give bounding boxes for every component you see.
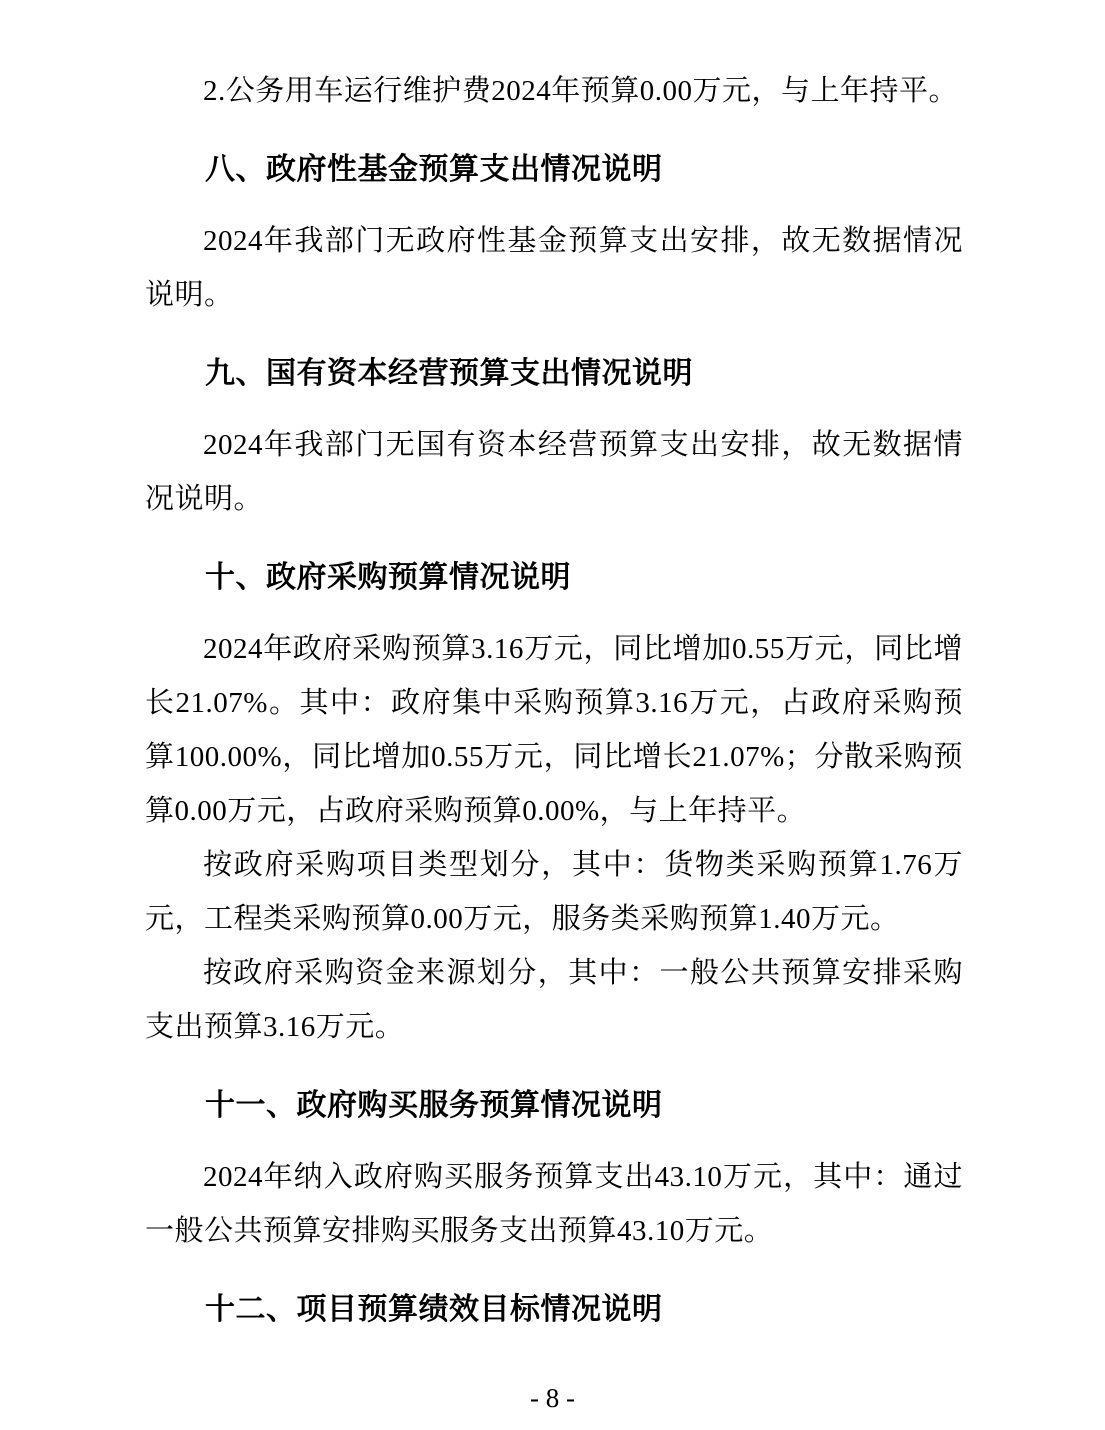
- section-heading: 八、政府性基金预算支出情况说明: [205, 153, 663, 186]
- body-paragraph: 2.公务用车运行维护费2024年预算0.00万元，与上年持平。: [203, 75, 959, 107]
- section-heading: 十一、政府购买服务预算情况说明: [205, 1089, 663, 1122]
- section-heading: 十、政府采购预算情况说明: [205, 561, 571, 594]
- page-number: - 8 -: [530, 1383, 575, 1413]
- body-paragraph: 2024年我部门无国有资本经营预算支出安排，故无数据情况说明。: [145, 429, 963, 515]
- body-paragraph: 2024年政府采购预算3.16万元，同比增加0.55万元，同比增长21.07%。其中：政府集中采购预算3.16万元，占政府采购预算100.00%，同比增加0.55万元，同比增长21.07%；分散采购预算0.00万元，占政府采购预算0.00%，与上年持平。: [145, 633, 963, 827]
- section-heading: 十二、项目预算绩效目标情况说明: [205, 1293, 663, 1326]
- body-paragraph: 按政府采购项目类型划分，其中：货物类采购预算1.76万元，工程类采购预算0.00万元，服务类采购预算1.40万元。: [145, 849, 963, 935]
- document-content: [145, 64, 963, 1354]
- body-paragraph: 2024年我部门无政府性基金预算支出安排，故无数据情况说明。: [145, 225, 963, 311]
- section-heading: 九、国有资本经营预算支出情况说明: [205, 357, 693, 390]
- body-paragraph: 2024年纳入政府购买服务预算支出43.10万元，其中：通过一般公共预算安排购买服务支出预算43.10万元。: [145, 1161, 963, 1247]
- body-paragraph: 按政府采购资金来源划分，其中：一般公共预算安排采购支出预算3.16万元。: [145, 957, 963, 1043]
